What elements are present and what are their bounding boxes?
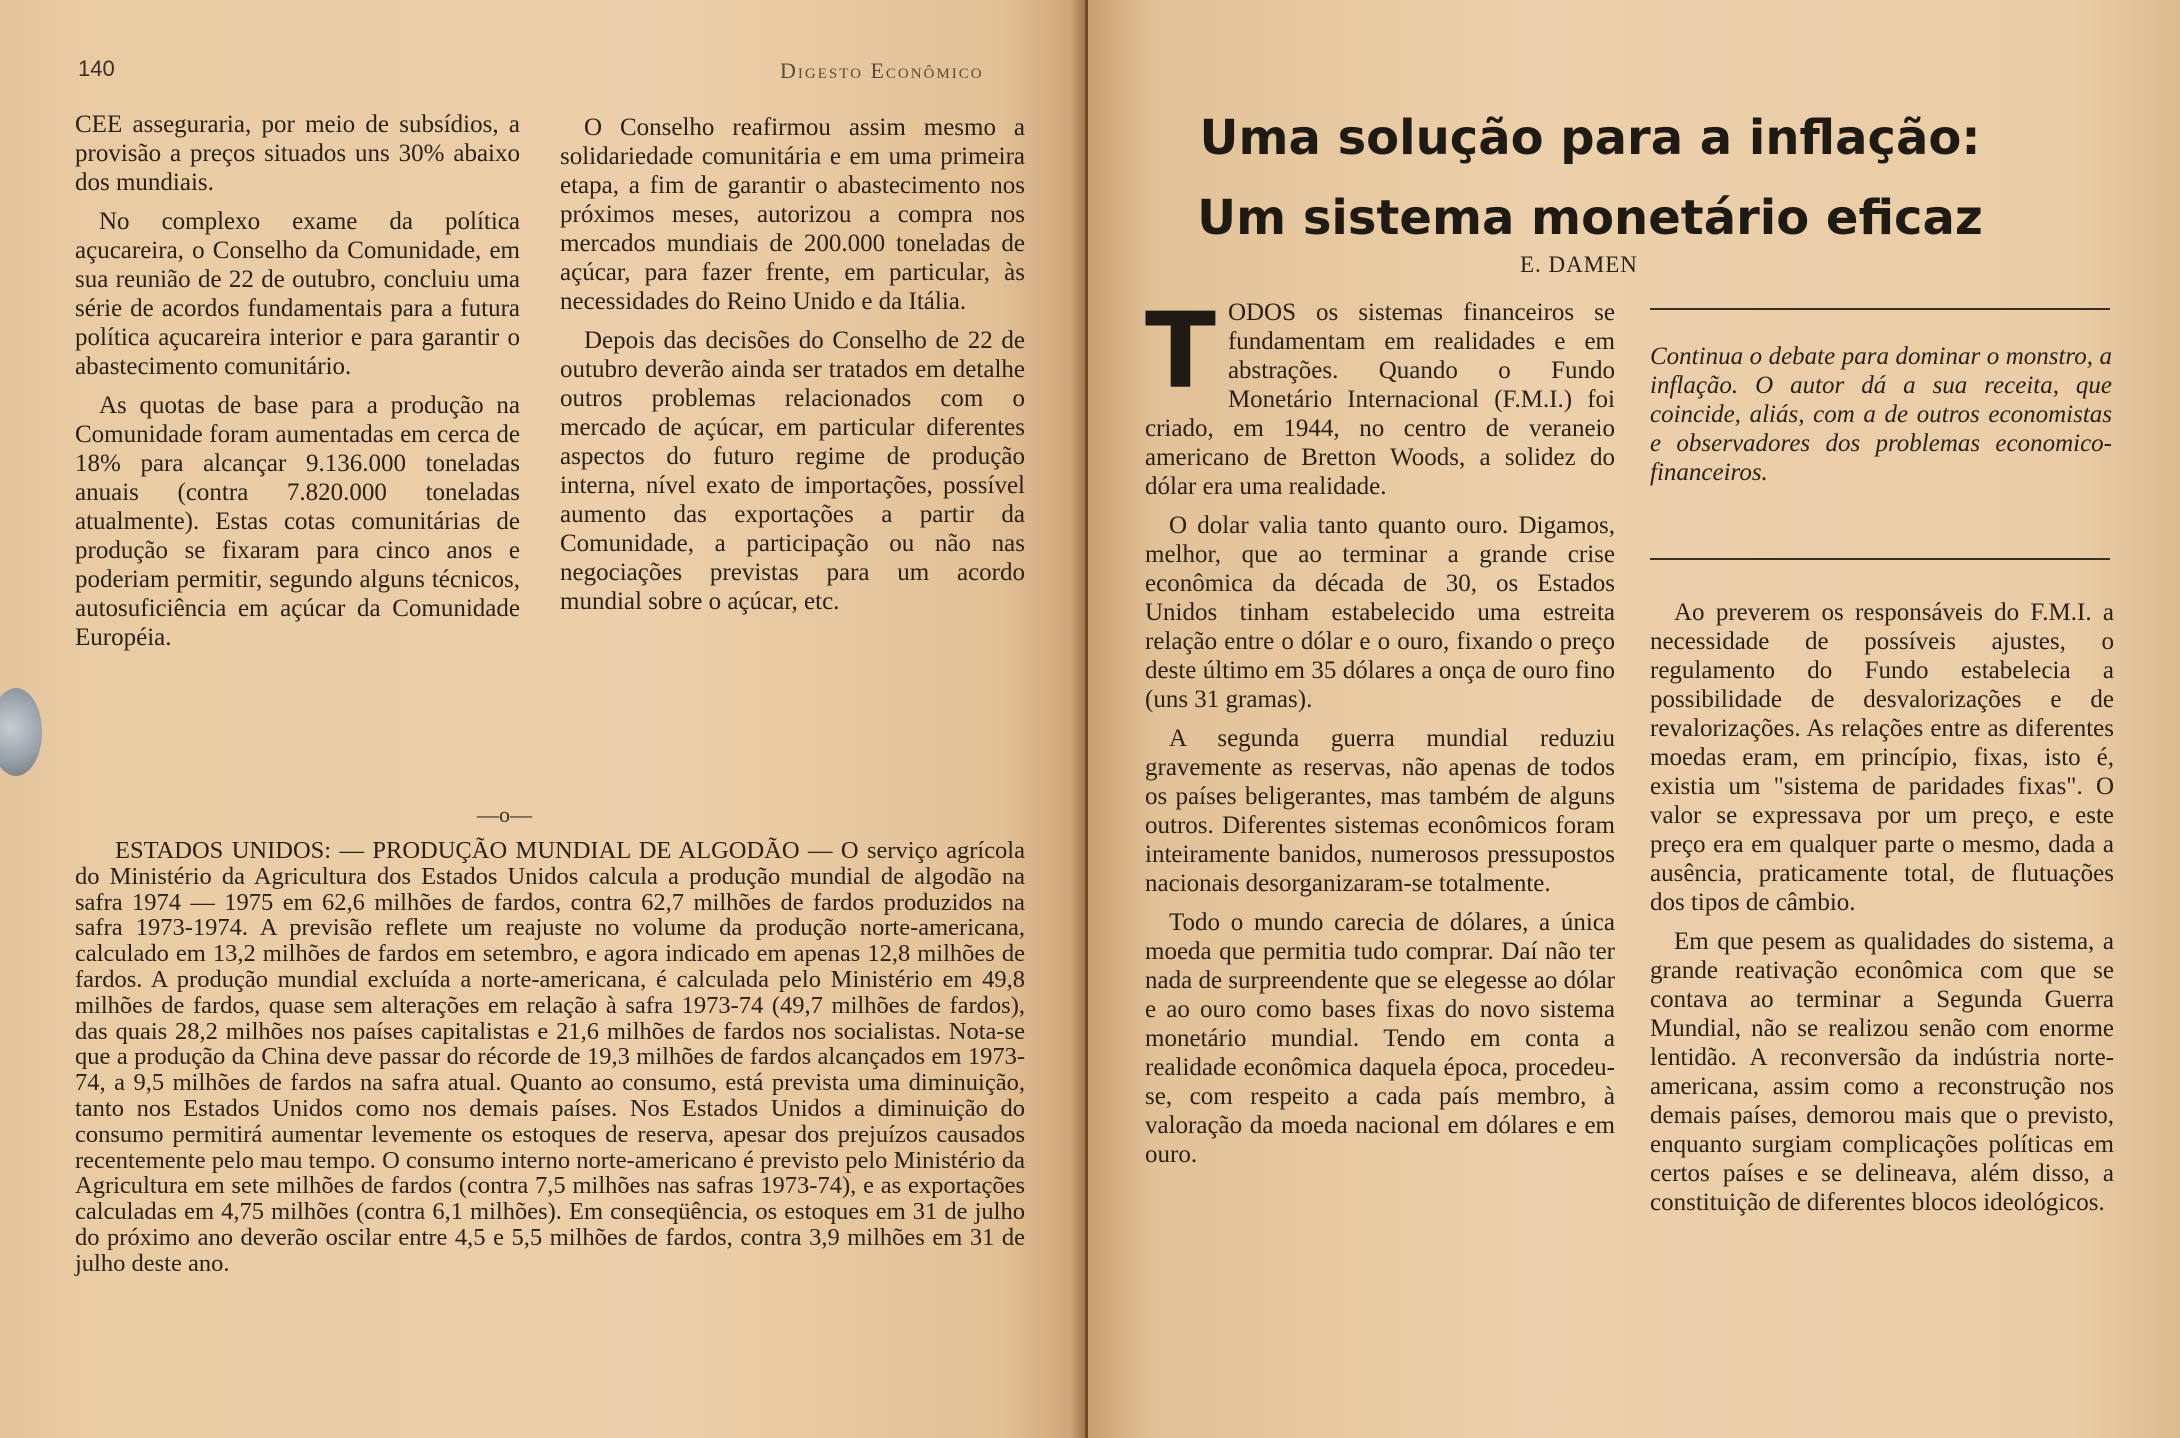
thumb-shadow — [0, 688, 42, 776]
paragraph: CEE asseguraria, por meio de subsídios, a provisão a preços situados uns 30% abaixo dos mundiais. — [75, 111, 520, 196]
left-page — [0, 0, 1085, 1438]
paragraph: O dolar valia tanto quanto ouro. Digamos, melhor, que ao terminar a grande crise econômica da década de 30, os Estados Unidos tinham estabelecido uma estreita relação entre o dólar e o ouro, fixando o preço deste último em 35 dólares a onça de ouro fino (uns 31 gramas). — [1145, 512, 1615, 713]
article-deck: Continua o debate para dominar o monstro, a inflação. O autor dá a sua receita, que coincide, aliás, com a de outros economistas e observadores dos problemas economico-financeiros. — [1650, 343, 2112, 486]
right-column-1 — [1145, 290, 1615, 1169]
title-line-1: Uma solução para a inflação: — [1199, 110, 1981, 166]
title-line-2: Um sistema monetário eficaz — [1197, 190, 1983, 246]
paragraph: A segunda guerra mundial reduziu gravemente as reservas, não apenas de todos os países beligerantes, mas também de alguns outros. Diferentes sistemas econômicos foram inteiramente banidos, numerosos pressupostos nacionais desorganizaram-se totalmente. — [1145, 725, 1615, 897]
author-byline: E. DAMEN — [1520, 252, 1638, 277]
deck-rule-top — [1650, 308, 2110, 310]
cotton-news-block — [75, 838, 1025, 1277]
paragraph: O Conselho reafirmou assim mesmo a solidariedade comunitária e em uma primeira etapa, a fim de garantir o abastecimento nos próximos meses, autorizou a compra nos mercados mundiais de 200.000 toneladas de açúcar, para fazer frente, em particular, às necessidades do Reino Unido e da Itália. — [560, 114, 1025, 315]
paragraph: As quotas de base para a produção na Comunidade foram aumentadas em cerca de 18% para alcançar 9.136.000 toneladas anuais (contra 7.820.000 toneladas atualmente). Estas cotas comunitárias de produção se fixaram para cinco anos e poderiam permitir, segundo alguns técnicos, autosuficiência em açúcar da Comunidade Européia. — [75, 392, 520, 651]
article-title — [1150, 98, 2030, 258]
drop-cap: T — [1145, 290, 1216, 412]
paragraph: Depois das decisões do Conselho de 22 de outubro deverão ainda ser tratados em detalhe outros problemas relacionados com o mercado de açúcar, em particular diferentes aspectos do futuro regime de produção interna, nível exato de importações, possível aumento das exportações a partir da Comunidade, a participação ou não nas negociações previstas para um acordo mundial sobre o açúcar, etc. — [560, 327, 1025, 615]
left-column-1 — [75, 110, 520, 652]
right-column-2 — [1650, 598, 2114, 1217]
paragraph: Ao preverem os responsáveis do F.M.I. a necessidade de possíveis ajustes, o regulamento do Fundo estabelecia a possibilidade de desvalorizações e de revalorizações. As relações entre as diferentes moedas eram, em princípio, fixas, isto é, existia um "sistema de paridades fixas". O valor se expressava por um preço, e este preço era em qualquer parte o mesmo, dada a ausência, praticamente total, de flutuações dos tipos de câmbio. — [1650, 599, 2114, 916]
paragraph: Em que pesem as qualidades do sistema, a grande reativação econômica com que se contava ao terminar a Segunda Guerra Mundial, não se realizou senão com enorme lentidão. A reconversão da indústria norte-americana, assim como a reconstrução nos demais países, demorou mais que o previsto, enquanto surgiam complicações políticas em certos países e se delineava, além disso, a constituição de diferentes blocos ideológicos. — [1650, 928, 2114, 1216]
running-head: Digesto Econômico — [780, 58, 984, 83]
lead-text: ODOS os sistemas financeiros se fundamentam em realidades e em abstrações. Quando o Fundo Monetário Internacional (F.M.I.) foi criado, em 1944, no centro de veraneio americano de Bretton Woods, a solidez do dólar era uma realidade. — [1145, 299, 1615, 500]
page-number: 140 — [78, 56, 115, 81]
paragraph: No complexo exame da política açucareira, o Conselho da Comunidade, em sua reunião de 22 de outubro, concluiu uma série de acordos fundamentais para a futura política açucareira interior e para garantir o abastecimento comunitário. — [75, 208, 520, 380]
paragraph: ESTADOS UNIDOS: — PRODUÇÃO MUNDIAL DE ALGODÃO — O serviço agrícola do Ministério da Agricultura dos Estados Unidos calcula a produção mundial de algodão na safra 1974 — 1975 em 62,6 milhões de fardos, contra 62,7 milhões de fardos produzidos na safra 1973-1974. A previsão reflete um reajuste no volume da produção norte-americana, calculado em 13,2 milhões de fardos em setembro, e agora indicado em apenas 12,8 milhões de fardos. A produção mundial excluída a norte-americana, é calculada pelo Ministério em 49,8 milhões de fardos, quase sem alterações em relação à safra 1973-74 (49,7 milhões de fardos), das quais 28,2 milhões nos países capitalistas e 21,6 milhões de fardos nos socialistas. Nota-se que a produção da China deve passar do récorde de 19,3 milhões de fardos alcançados em 1973-74, a 9,5 milhões de fardos na safra atual. Quanto ao consumo, está prevista uma diminuição, tanto nos Estados Unidos como nos demais países. Nos Estados Unidos a diminuição do consumo permitirá aumentar levemente os estoques de reserva, apesar dos prejuízos causados recentemente pelo mau tempo. O consumo interno norte-americano é previsto pelo Ministério da Agricultura em sete milhões de fardos (contra 7,5 milhões nas safras 1973-74), e as exportações calculadas em 4,75 milhões (contra 6,1 milhões). Em conseqüência, os estoques em 31 de julho do próximo ano deverão oscilar entre 4,5 e 5,5 milhões de fardos, contra 3,9 milhões em 31 de julho deste ano. — [75, 837, 1025, 1277]
section-separator: —o— — [477, 802, 532, 827]
paragraph: Todo o mundo carecia de dólares, a única moeda que permitia tudo comprar. Daí não ter nada de surpreendente que se elegesse ao dólar e ao ouro como bases fixas do novo sistema monetário mundial. Tendo em conta a realidade econômica daquela época, procedeu-se, com respeito a cada país membro, à valoração da moeda nacional em dólares e em ouro. — [1145, 909, 1615, 1168]
lead-paragraph — [1145, 290, 1615, 501]
deck-rule-bottom — [1650, 558, 2110, 560]
left-column-2 — [560, 113, 1025, 616]
